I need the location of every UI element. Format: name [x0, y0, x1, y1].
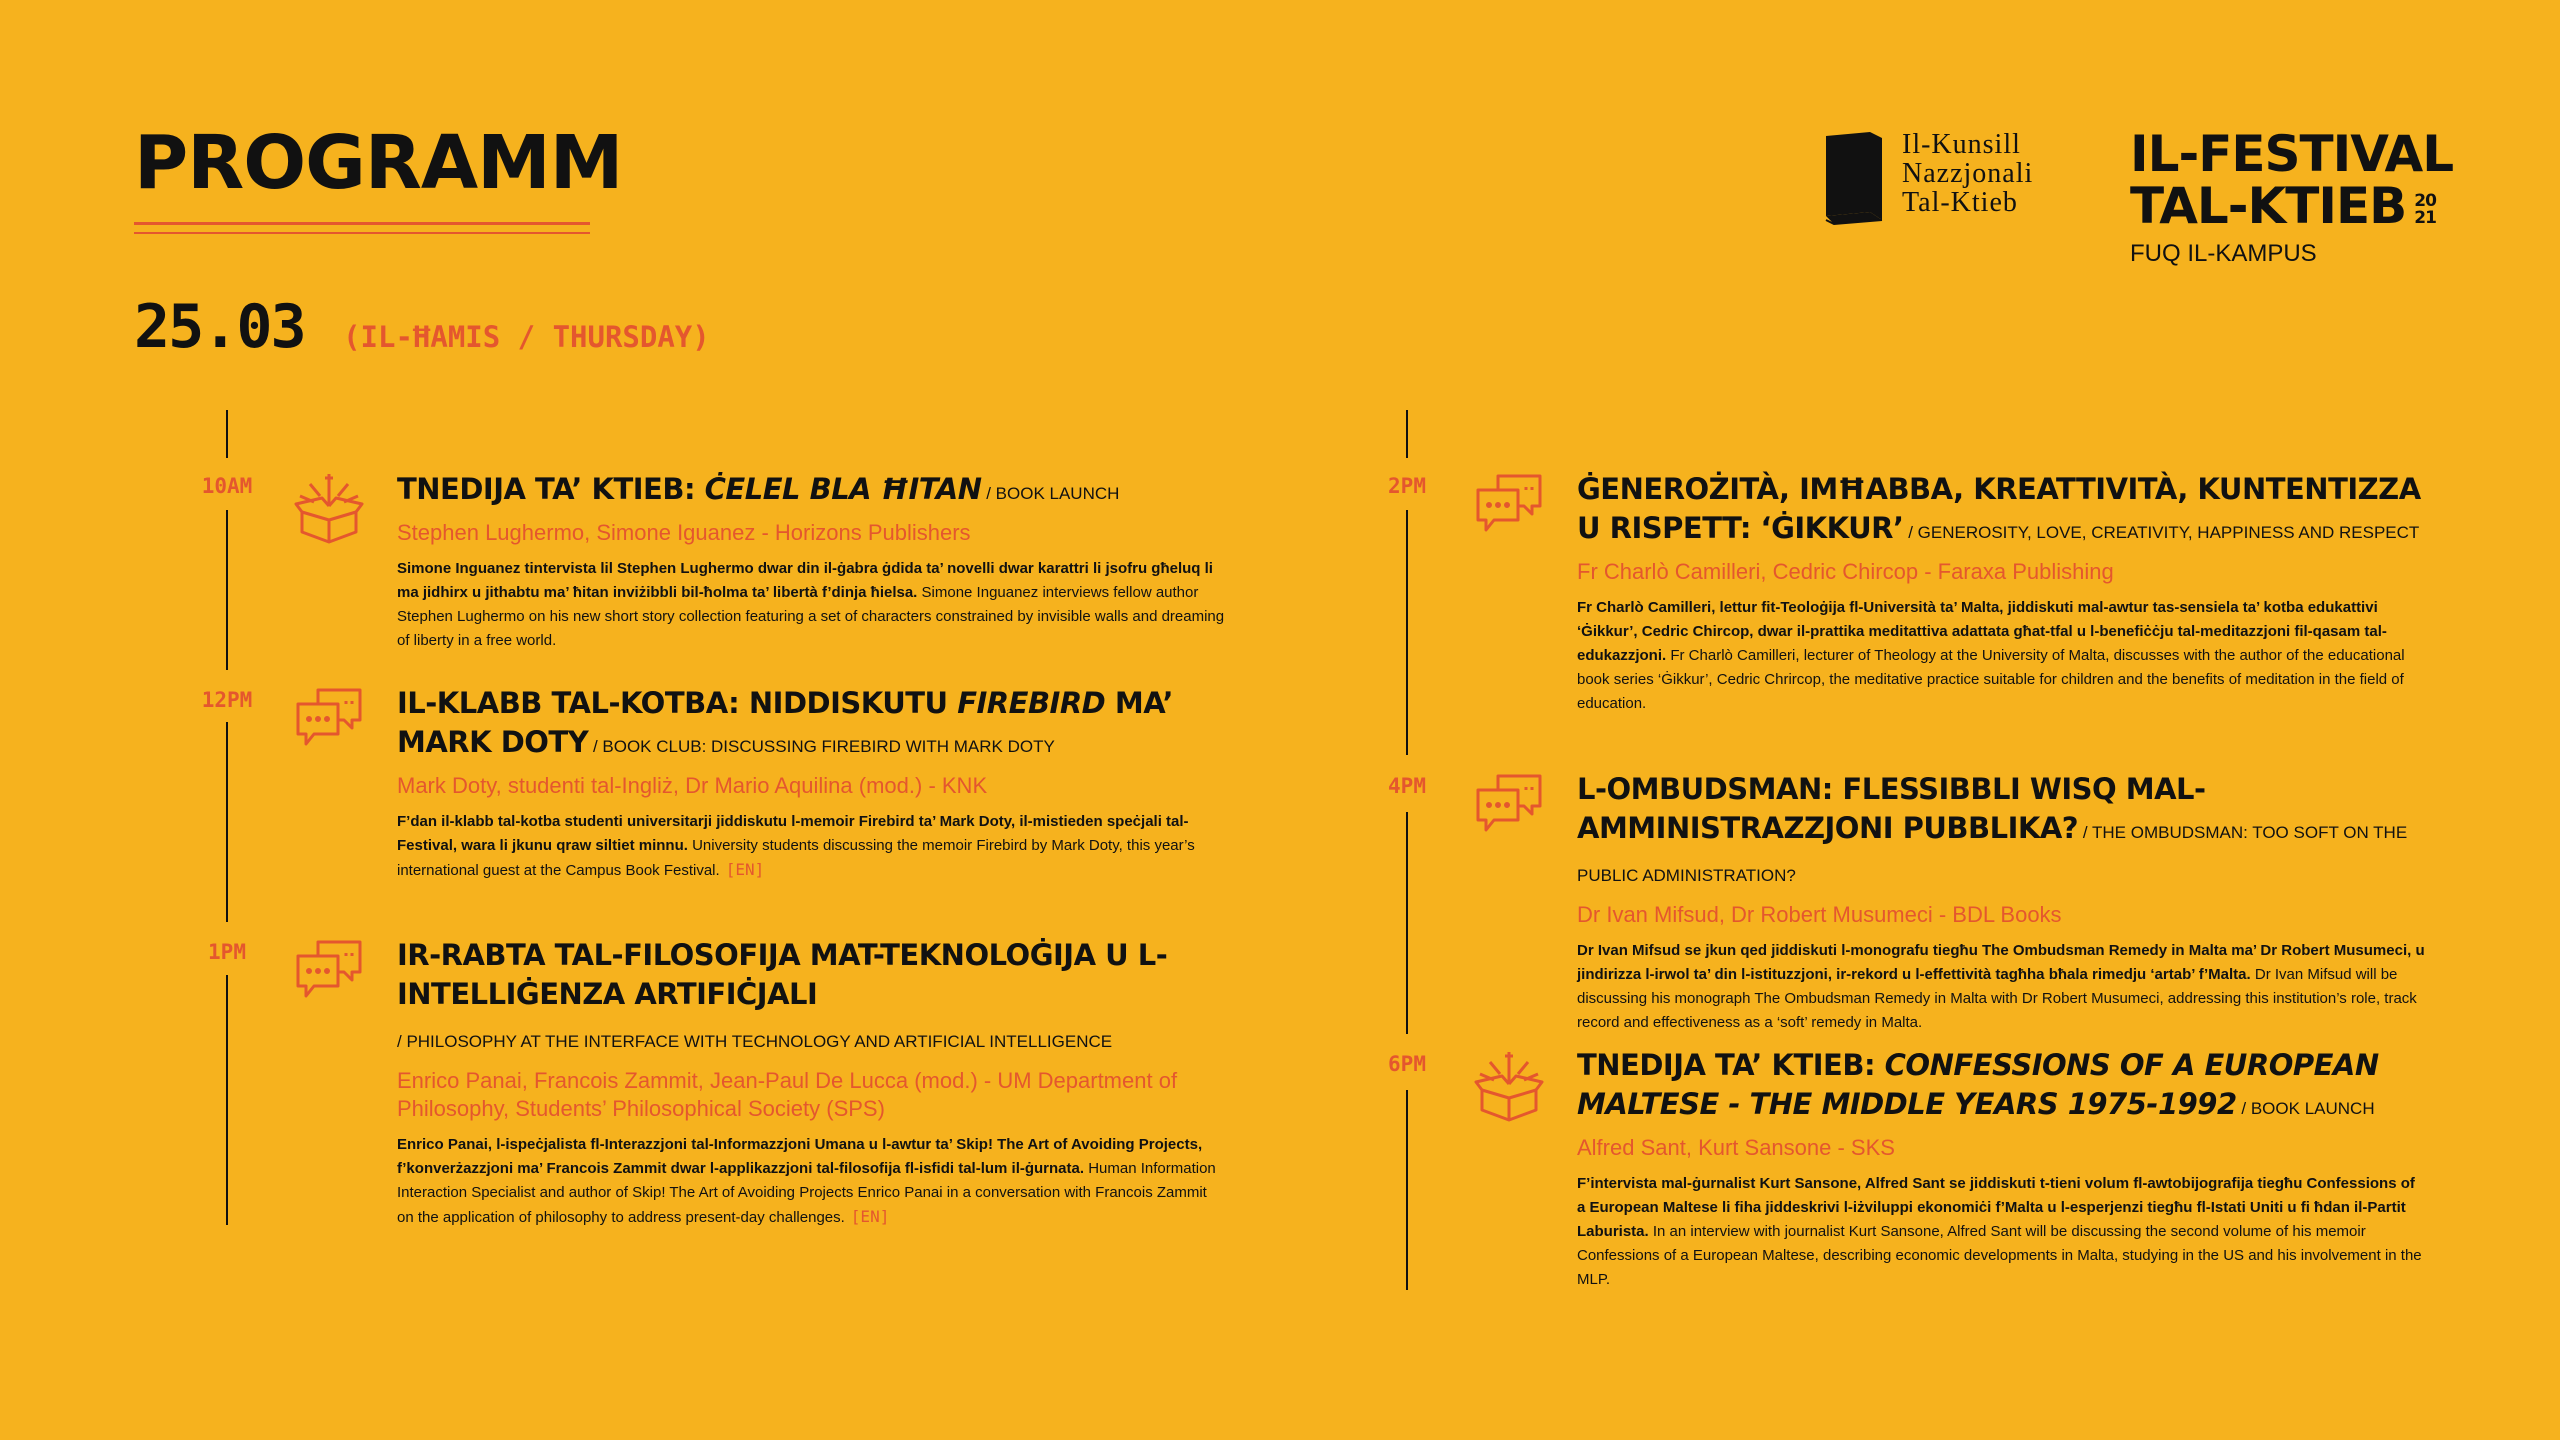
event-people: Enrico Panai, Francois Zammit, Jean-Paul De Lucca (mod.) - UM Department of Philosophy, Students’ Philosophical Society (SPS): [397, 1068, 1178, 1121]
event-people: Alfred Sant, Kurt Sansone - SKS: [1577, 1135, 1895, 1160]
festival-subtitle: FUQ IL-KAMPUS: [2130, 240, 2317, 267]
event-people: Stephen Lughermo, Simone Iguanez - Horizons Publishers: [397, 520, 971, 545]
event-people: Fr Charlò Camilleri, Cedric Chircop - Faraxa Publishing: [1577, 559, 2114, 584]
date-number: 25.03: [134, 292, 305, 362]
event-10am: [397, 470, 1227, 653]
date-day: (IL-ĦAMIS / THURSDAY): [343, 320, 710, 354]
timeline-line-right: [1406, 812, 1408, 1034]
event-12pm: [397, 684, 1227, 883]
event-title: [1577, 470, 2427, 552]
event-title-main: TNEDIJA TA’ KTIEB:: [397, 472, 705, 506]
event-desc-maltese: Fr Charlò Camilleri, lettur fit-Teoloġija fl-Università ta’ Malta, jiddiskuti mal-awtur tas-sensiela ta’ kotba edukattivi ‘Ġikkur’, Cedric Chircop, dwar il-prattika meditattiva adattata għat-tfal u l-benefiċċju tal-meditazzjoni fil-qasam tal-edukazzjoni.: [1577, 599, 2387, 664]
chat-bubbles-icon: [1474, 770, 1544, 840]
book-box-icon: [1474, 1052, 1544, 1122]
event-title-main: IL-KLABB TAL-KOTBA: NIDDISKUTU: [397, 686, 958, 720]
time-label: 10AM: [201, 474, 253, 498]
timeline-line-right: [1406, 1090, 1408, 1290]
event-desc-english: Dr Ivan Mifsud will be discussing his monograph The Ombudsman Remedy in Malta with Dr Robert Musumeci, addressing this institution’s role, track record and effectiveness as a ‘soft’ remedy in Malta.: [1577, 966, 2417, 1031]
event-desc-maltese: F’dan il-klabb tal-kotba studenti universitarji jiddiskutu l-memoir Firebird ta’ Mark Doty, il-mistieden speċjali tal-Festival, wara li jkunu qraw siltiet minnu.: [397, 813, 1189, 854]
event-title-italic: CONFESSIONS OF A EUROPEAN MALTESE - THE MIDDLE YEARS 1975-1992: [1577, 1048, 2379, 1121]
knk-text: [1902, 130, 2033, 217]
event-description: [1577, 939, 2427, 1035]
timeline-line-right: [1406, 410, 1408, 458]
event-description: [397, 810, 1227, 883]
event-2pm: [1577, 470, 2427, 716]
festival-logo: [2130, 125, 2454, 268]
event-title: [1577, 1046, 2427, 1128]
event-desc-maltese: Dr Ivan Mifsud se jkun qed jiddiskuti l-monografu tiegħu The Ombudsman Remedy in Malta ma’ Dr Robert Musumeci, u jindirizza l-irwol ta’ din l-istituzzjoni, ir-rekord u l-effettività tagħha bħala rimedju ‘artab’ f’Malta.: [1577, 942, 2425, 983]
festival-line-2-text: TAL-KTIEB: [2130, 177, 2407, 235]
event-desc-maltese: Enrico Panai, l-ispeċjalista fl-Interazzjoni tal-Informazzjoni Umana u l-awtur ta’ Skip! The Art of Avoiding Projects, f’konverżazzjoni ma’ Francois Zammit dwar l-applikazzjoni tal-filosofija fl-isfidi tal-lum il-ġurnata.: [397, 1136, 1203, 1177]
event-title-sub: / BOOK LAUNCH: [2236, 1099, 2375, 1118]
time-label: 1PM: [208, 940, 246, 964]
festival-year: [2414, 190, 2436, 228]
chat-bubbles-icon: [1474, 470, 1544, 540]
event-title-italic: FIREBIRD: [957, 686, 1106, 720]
knk-logo: [1820, 130, 2033, 226]
time-label: 2PM: [1388, 474, 1426, 498]
event-desc-english: In an interview with journalist Kurt Sansone, Alfred Sant will be discussing the second volume of his memoir Confessions of a European Maltese, describing economic developments in Malta, studying in the US and his involvement in the MLP.: [1577, 1223, 2422, 1288]
event-description: [397, 1133, 1227, 1230]
knk-line-1: Il-Kunsill: [1902, 129, 2021, 160]
timeline-line-left: [226, 410, 228, 458]
event-description: [1577, 596, 2427, 716]
book-box-icon: [294, 474, 364, 544]
festival-year-top: 20: [2414, 190, 2436, 211]
event-title-main: TNEDIJA TA’ KTIEB:: [1577, 1048, 1885, 1082]
knk-line-3: Tal-Ktieb: [1902, 187, 2018, 218]
timeline-line-left: [226, 510, 228, 670]
event-desc-english: University students discussing the memoir Firebird by Mark Doty, this year’s international guest at the Campus Book Festival.: [397, 837, 1195, 879]
timeline-line-left: [226, 975, 228, 1225]
event-title-italic: ĊELEL BLA ĦITAN: [704, 472, 982, 506]
time-label: 12PM: [201, 688, 253, 712]
language-tag: [EN]: [850, 1207, 890, 1226]
festival-line-1: IL-FESTIVAL: [2130, 125, 2454, 183]
event-title: [397, 684, 1227, 766]
event-title: [1577, 770, 2427, 895]
event-title: [397, 936, 1227, 1014]
event-title-sub: / BOOK LAUNCH: [981, 484, 1120, 503]
event-description: [397, 557, 1227, 653]
page-title: PROGRAMM: [134, 120, 623, 206]
date-row: [134, 292, 710, 362]
event-1pm: [397, 936, 1227, 1230]
event-people: Mark Doty, studenti tal-Ingliż, Dr Mario Aquilina (mod.) - KNK: [397, 773, 988, 798]
event-4pm: [1577, 770, 2427, 1035]
event-title-main-2: MA’ MARK DOTY: [397, 686, 1174, 759]
event-desc-english: Fr Charlò Camilleri, lecturer of Theology at the University of Malta, discusses with the author of the educational book series ‘Ġikkur’, Cedric Chrircop, the meditative practice suitable for children and the benefits of meditation in the field of education.: [1577, 647, 2405, 712]
title-underline: [134, 222, 590, 234]
language-tag: [EN]: [725, 860, 765, 879]
event-desc-english: Simone Inguanez interviews fellow author Stephen Lughermo on his new short story collection featuring a set of characters constrained by invisible walls and dreaming of liberty in a free world.: [397, 584, 1225, 649]
time-label: 6PM: [1388, 1052, 1426, 1076]
time-label: 4PM: [1388, 774, 1426, 798]
event-title-sub: / GENEROSITY, LOVE, CREATIVITY, HAPPINESS AND RESPECT: [1903, 523, 2420, 542]
chat-bubbles-icon: [294, 684, 364, 754]
event-title-main: L-OMBUDSMAN: FLESSIBBLI WISQ MAL-AMMINISTRAZZJONI PUBBLIKA?: [1577, 772, 2206, 845]
event-desc-maltese: F’intervista mal-ġurnalist Kurt Sansone, Alfred Sant se jiddiskuti t-tieni volum fl-awtobijografija tiegħu Confessions of a European Maltese li fiha jiddeskrivi l-iżviluppi ekonomiċi f’Malta u l-esperjenzi tiegħu fl-Istati Uniti u fi ħdan il-Partit Laburista.: [1577, 1175, 2415, 1240]
event-title-sub: / PHILOSOPHY AT THE INTERFACE WITH TECHNOLOGY AND ARTIFICIAL INTELLIGENCE: [397, 1032, 1113, 1051]
event-title-sub: / BOOK CLUB: DISCUSSING FIREBIRD WITH MARK DOTY: [588, 737, 1055, 756]
festival-year-bottom: 21: [2414, 207, 2436, 228]
knk-line-2: Nazzjonali: [1902, 158, 2034, 189]
event-desc-maltese: Simone Inguanez tintervista lil Stephen Lughermo dwar din il-ġabra ġdida ta’ novelli dwar karattri li jsofru għeluq li ma jidhirx u jithabtu ma’ ħitan inviżibbli bil-ħolma ta’ libertà f’dinja ħielsa.: [397, 560, 1213, 601]
event-people: Dr Ivan Mifsud, Dr Robert Musumeci - BDL Books: [1577, 902, 2062, 927]
event-desc-english: Human Information Interaction Specialist and author of Skip! The Art of Avoiding Projects Enrico Panai in a conversation with Francois Zammit on the application of philosophy to address present-day challenges.: [397, 1160, 1216, 1226]
open-book-icon: [1820, 130, 1892, 226]
event-title: [397, 470, 1227, 513]
timeline-line-left: [226, 722, 228, 922]
festival-line-2: [2130, 177, 2453, 235]
timeline-line-right: [1406, 510, 1408, 755]
event-title-main: ĠENEROŻITÀ, IMĦABBA, KREATTIVITÀ, KUNTENTIZZA U RISPETT: ‘ĠIKKUR’: [1577, 472, 2421, 545]
event-6pm: [1577, 1046, 2427, 1292]
event-title-sub-line: [397, 1018, 1227, 1061]
chat-bubbles-icon: [294, 936, 364, 1006]
event-title-main: IR-RABTA TAL-FILOSOFIJA MAT-TEKNOLOĠIJA U L-INTELLIĠENZA ARTIFIĊJALI: [397, 938, 1168, 1011]
event-description: [1577, 1172, 2427, 1292]
event-title-sub: / THE OMBUDSMAN: TOO SOFT ON THE PUBLIC ADMINISTRATION?: [1577, 823, 2408, 885]
